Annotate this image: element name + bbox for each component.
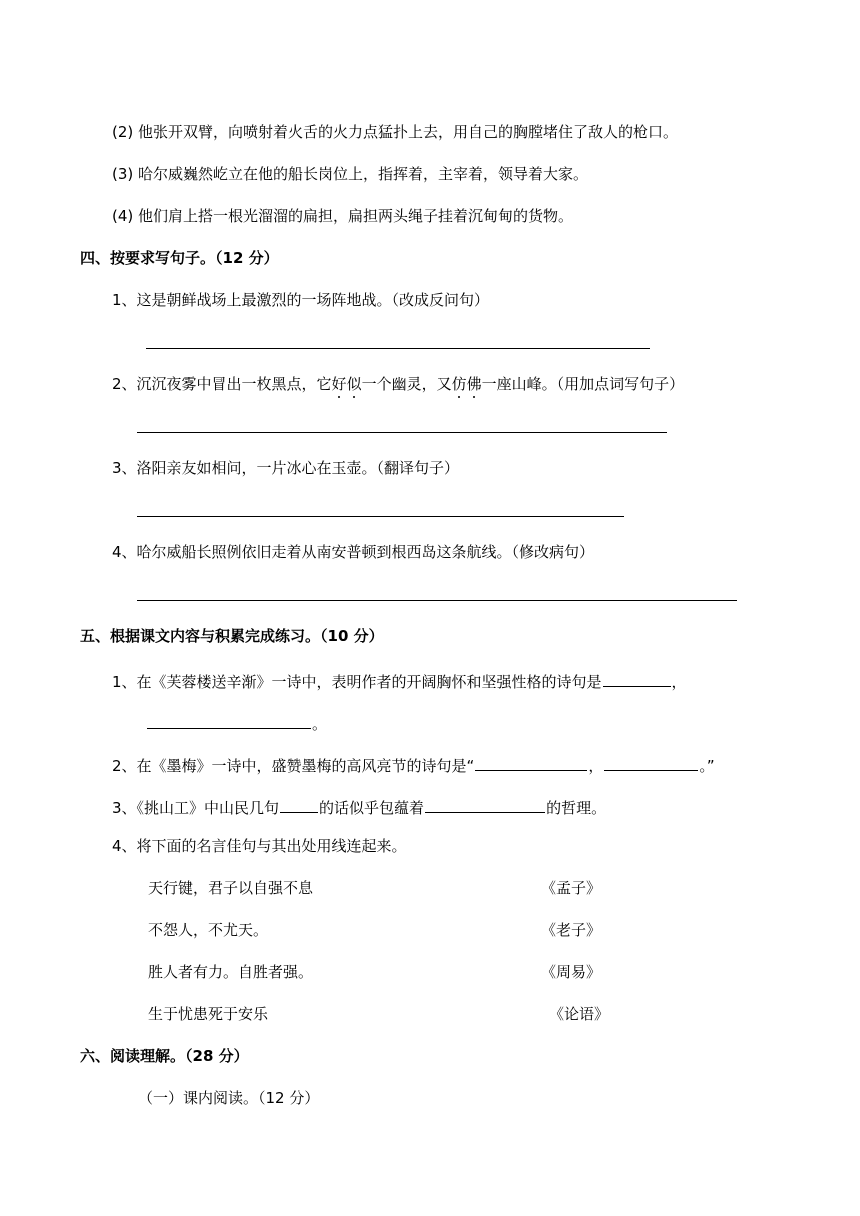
section-heading-6: 六、阅读理解。（28 分）	[80, 1047, 249, 1065]
question-text: 一座山峰。（用加点词写句子）	[481, 375, 685, 393]
fill-blank[interactable]	[147, 710, 311, 729]
question-4-2	[112, 374, 684, 394]
list-item: (3) 哈尔威巍然屹立在他的船长岗位上，指挥着，主宰着，领导着大家。	[112, 165, 589, 183]
question-text: 2、沉沉夜雾中冒出一枚黑点，它	[112, 375, 332, 393]
emphasis-char: 似	[346, 375, 362, 393]
punctuation: 。”	[699, 757, 715, 775]
question-text: 的话似乎包蕴着	[319, 799, 425, 817]
section-heading-4: 四、按要求写句子。（12 分）	[80, 249, 279, 267]
question-4-1: 1、这是朝鲜战场上最激烈的一场阵地战。（改成反问句）	[112, 291, 490, 309]
source-item[interactable]: 《老子》	[541, 921, 602, 939]
fill-blank[interactable]	[425, 794, 545, 813]
punctuation: ，	[588, 757, 604, 775]
question-5-4: 4、将下面的名言佳句与其出处用线连起来。	[112, 837, 407, 855]
emphasis-char: 好	[331, 375, 347, 393]
punctuation: ，	[671, 673, 687, 691]
punctuation: 。	[312, 715, 328, 733]
fill-blank[interactable]	[604, 752, 698, 771]
list-item: (2) 他张开双臂，向喷射着火舌的火力点猛扑上去，用自己的胸膛堵住了敌人的枪口。	[112, 123, 679, 141]
fill-blank[interactable]	[280, 794, 318, 813]
quote-item[interactable]: 不怨人，不尤天。	[148, 921, 269, 939]
fill-blank[interactable]	[603, 668, 671, 687]
subsection-heading: （一）课内阅读。（12 分）	[138, 1089, 320, 1107]
question-5-2	[112, 752, 715, 776]
list-item: (4) 他们肩上搭一根光溜溜的扁担，扁担两头绳子挂着沉甸甸的货物。	[112, 207, 574, 225]
answer-line[interactable]	[137, 516, 624, 517]
quote-item[interactable]: 胜人者有力。自胜者强。	[148, 963, 314, 981]
emphasis-char: 佛	[466, 375, 482, 393]
question-text: 1、在《芙蓉楼送辛渐》一诗中，表明作者的开阔胸怀和坚强性格的诗句是	[112, 673, 602, 691]
section-heading-5: 五、根据课文内容与积累完成练习。（10 分）	[80, 627, 384, 645]
emphasis-char: 仿	[451, 375, 467, 393]
question-text: 2、在《墨梅》一诗中，盛赞墨梅的高风亮节的诗句是“	[112, 757, 475, 775]
question-4-3: 3、洛阳亲友如相问，一片冰心在玉壶。（翻译句子）	[112, 459, 460, 477]
question-text: 3、《挑山工》中山民几句	[112, 799, 280, 817]
question-5-1-cont	[146, 710, 327, 734]
quote-item[interactable]: 生于忧患死于安乐	[148, 1005, 269, 1023]
answer-line[interactable]	[137, 600, 737, 601]
question-5-1	[112, 668, 687, 692]
source-item[interactable]: 《论语》	[549, 1005, 610, 1023]
question-4-4: 4、哈尔威船长照例依旧走着从南安普顿到根西岛这条航线。（修改病句）	[112, 543, 595, 561]
source-item[interactable]: 《孟子》	[541, 879, 602, 897]
question-text: 的哲理。	[546, 799, 607, 817]
answer-line[interactable]	[137, 432, 667, 433]
source-item[interactable]: 《周易》	[541, 963, 602, 981]
question-5-3	[112, 794, 606, 818]
fill-blank[interactable]	[475, 752, 587, 771]
answer-line[interactable]	[146, 348, 650, 349]
question-text: 一个幽灵，又	[361, 375, 452, 393]
quote-item[interactable]: 天行键，君子以自强不息	[148, 879, 314, 897]
